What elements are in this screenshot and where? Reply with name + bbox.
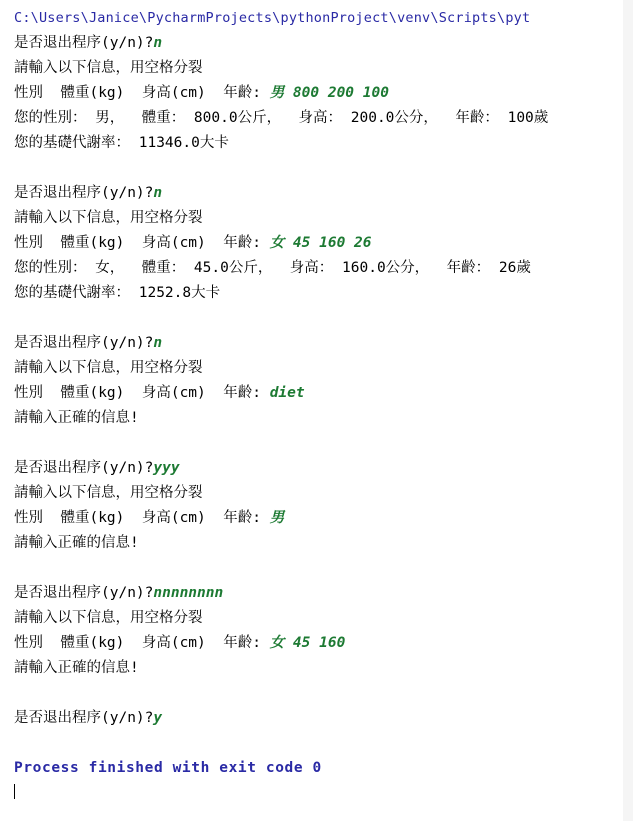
caret-line	[14, 781, 633, 806]
instruction-line: 請輸入以下信息，用空格分裂	[14, 210, 203, 226]
fields-prompt-input[interactable]: diet	[269, 385, 305, 401]
exit-prompt-input[interactable]: n	[153, 185, 163, 201]
exit-prompt-label: 是否退出程序(y/n)?	[14, 335, 154, 351]
fields-prompt-label: 性別 體重(kg) 身高(cm) 年齡:	[14, 85, 270, 101]
exit-prompt-line	[14, 456, 633, 481]
result-line: 請輸入正確的信息!	[14, 410, 139, 426]
fields-prompt-label: 性別 體重(kg) 身高(cm) 年齡:	[14, 510, 270, 526]
result-line: 請輸入正確的信息!	[14, 660, 139, 676]
fields-prompt-input[interactable]: 男	[269, 510, 285, 526]
exit-prompt-label: 是否退出程序(y/n)?	[14, 710, 154, 726]
result-line: 請輸入正確的信息!	[14, 535, 139, 551]
exit-prompt-label: 是否退出程序(y/n)?	[14, 185, 154, 201]
fields-prompt-label: 性別 體重(kg) 身高(cm) 年齡:	[14, 385, 270, 401]
text-cursor	[14, 784, 15, 799]
blank-line	[14, 556, 633, 581]
fields-prompt-label: 性別 體重(kg) 身高(cm) 年齡:	[14, 635, 270, 651]
instruction-line: 請輸入以下信息，用空格分裂	[14, 60, 203, 76]
fields-prompt-line	[14, 381, 633, 406]
fields-prompt-input[interactable]: 男 800 200 100	[269, 85, 389, 101]
exit-prompt-line	[14, 181, 633, 206]
result-line: 您的性別： 女， 體重： 45.0公斤， 身高： 160.0公分， 年齡： 26歲	[14, 260, 531, 276]
exit-prompt-input[interactable]: y	[153, 710, 163, 726]
blank-line	[14, 156, 633, 181]
exit-prompt-label: 是否退出程序(y/n)?	[14, 460, 154, 476]
exit-prompt-input[interactable]: n	[153, 335, 163, 351]
fields-prompt-line	[14, 231, 633, 256]
fields-prompt-line	[14, 631, 633, 656]
result-line: 您的性別： 男， 體重： 800.0公斤， 身高： 200.0公分， 年齡： 100歲	[14, 110, 549, 126]
exit-prompt-input[interactable]: yyy	[153, 460, 180, 476]
bmr-line: 您的基礎代謝率： 1252.8大卡	[14, 285, 221, 301]
exit-prompt-input[interactable]: nnnnnnnn	[153, 585, 224, 601]
exit-prompt-label: 是否退出程序(y/n)?	[14, 35, 154, 51]
blank-line	[14, 731, 633, 756]
fields-prompt-line	[14, 506, 633, 531]
instruction-line: 請輸入以下信息，用空格分裂	[14, 360, 203, 376]
scrollbar[interactable]	[623, 0, 633, 821]
exit-prompt-input[interactable]: n	[153, 35, 163, 51]
fields-prompt-line	[14, 81, 633, 106]
fields-prompt-label: 性別 體重(kg) 身高(cm) 年齡:	[14, 235, 270, 251]
command-path-line: C:\Users\Janice\PycharmProjects\pythonProject\venv\Scripts\pyt	[14, 10, 531, 26]
exit-prompt-line	[14, 706, 633, 731]
blank-line	[14, 431, 633, 456]
fields-prompt-input[interactable]: 女 45 160 26	[269, 235, 372, 251]
exit-prompt-line	[14, 581, 633, 606]
fields-prompt-input[interactable]: 女 45 160	[269, 635, 346, 651]
exit-prompt-line	[14, 331, 633, 356]
instruction-line: 請輸入以下信息，用空格分裂	[14, 485, 203, 501]
bmr-line: 您的基礎代謝率： 11346.0大卡	[14, 135, 229, 151]
process-finished-line: Process finished with exit code 0	[14, 760, 322, 776]
blank-line	[14, 306, 633, 331]
exit-prompt-label: 是否退出程序(y/n)?	[14, 585, 154, 601]
exit-prompt-line	[14, 31, 633, 56]
blank-line	[14, 681, 633, 706]
instruction-line: 請輸入以下信息，用空格分裂	[14, 610, 203, 626]
